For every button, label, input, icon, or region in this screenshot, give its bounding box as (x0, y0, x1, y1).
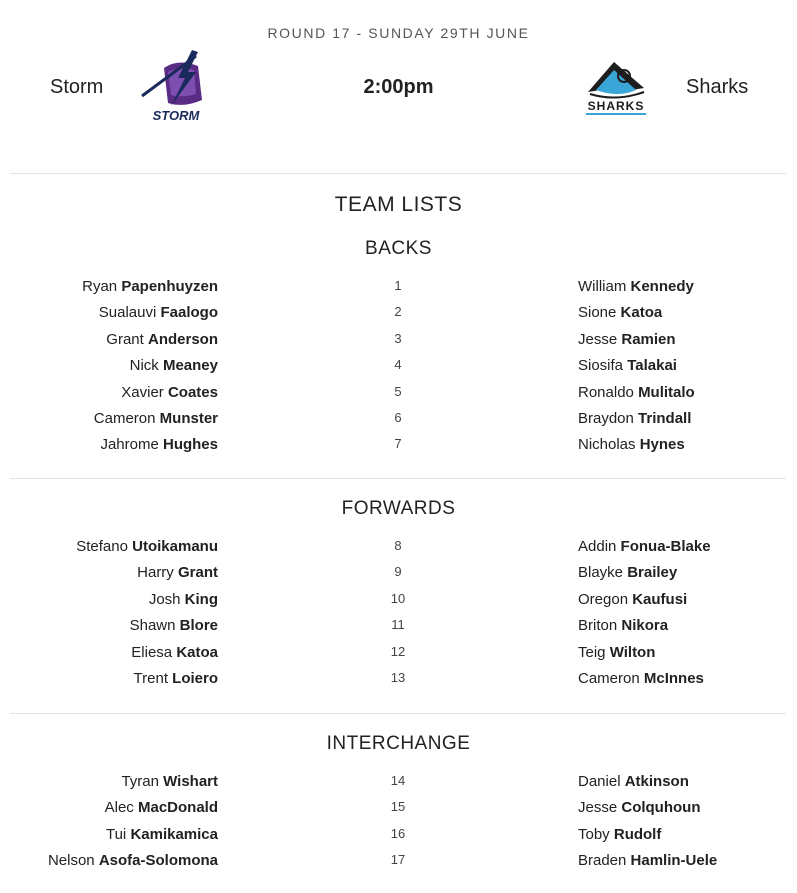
kickoff-time: 2:00pm (363, 76, 434, 98)
forwards-divider (10, 713, 786, 714)
away-player-last-name: Ramien (621, 330, 676, 348)
table-row (0, 799, 797, 819)
home-player-first-name: Eliesa (131, 643, 173, 661)
jersey-number: 5 (394, 383, 402, 399)
section-title-forwards: FORWARDS (341, 498, 456, 519)
away-player-last-name: Mulitalo (638, 383, 695, 401)
backs-divider (10, 478, 786, 479)
away-player-first-name: Toby (578, 825, 610, 843)
home-player[interactable] (94, 410, 218, 427)
away-player-last-name: Nikora (621, 617, 669, 635)
jersey-number: 16 (390, 825, 406, 841)
home-player[interactable] (105, 799, 218, 816)
away-player-first-name: William (578, 278, 627, 295)
away-team-name[interactable]: Sharks (686, 76, 749, 98)
home-player-first-name: Sualauvi (98, 304, 157, 322)
home-player-first-name: Shawn (129, 617, 176, 635)
away-player[interactable] (578, 799, 701, 816)
away-player-first-name: Jesse (578, 799, 618, 817)
home-player-first-name: Tyran (121, 773, 159, 790)
home-player-last-name: Asofa-Solomona (98, 852, 218, 870)
table-row (0, 826, 797, 846)
home-player-last-name: Wishart (163, 773, 218, 790)
away-player[interactable] (578, 436, 685, 453)
home-player-last-name: King (184, 590, 218, 608)
away-player-first-name: Braden (578, 852, 627, 870)
away-player-last-name: Hamlin-Uele (630, 852, 718, 870)
home-player-last-name: Grant (177, 564, 218, 582)
home-player[interactable] (149, 591, 218, 608)
away-player-last-name: Hynes (639, 436, 685, 454)
home-player-first-name: Grant (106, 330, 144, 348)
table-row (0, 564, 797, 584)
jersey-number: 6 (394, 410, 402, 425)
away-player-first-name: Briton (578, 617, 618, 635)
jersey-number: 8 (394, 538, 402, 553)
table-row (0, 410, 797, 430)
team-lists-title: TEAM LISTS (334, 193, 463, 216)
home-player[interactable] (76, 538, 218, 555)
away-player[interactable] (578, 304, 662, 321)
away-player[interactable] (578, 384, 695, 401)
jersey-number: 14 (390, 773, 406, 788)
away-player-first-name: Braydon (578, 410, 634, 427)
away-player-first-name: Nicholas (578, 436, 636, 454)
away-player[interactable] (578, 564, 677, 581)
home-player-first-name: Jahrome (100, 436, 159, 454)
home-player[interactable] (48, 852, 218, 869)
away-player-last-name: Wilton (609, 643, 656, 661)
away-player-first-name: Jesse (578, 330, 618, 348)
table-row (0, 617, 797, 637)
table-row (0, 357, 797, 377)
table-row (0, 591, 797, 611)
home-player-last-name: Hughes (162, 436, 218, 454)
away-player[interactable] (578, 591, 687, 608)
away-player-last-name: Rudolf (613, 825, 662, 843)
away-player-last-name: Fonua-Blake (620, 538, 711, 555)
jersey-number: 10 (390, 590, 406, 606)
home-player[interactable] (121, 384, 218, 401)
home-player[interactable] (121, 773, 218, 790)
away-player[interactable] (578, 538, 711, 555)
away-player-last-name: Brailey (627, 564, 678, 582)
away-player[interactable] (578, 826, 661, 843)
away-player-first-name: Ronaldo (578, 383, 634, 401)
away-player[interactable] (578, 852, 717, 869)
home-player-last-name: Katoa (176, 643, 218, 661)
table-row (0, 436, 797, 456)
table-row (0, 331, 797, 351)
table-row (0, 304, 797, 324)
away-player-first-name: Oregon (578, 590, 629, 608)
section-title-backs: BACKS (365, 238, 432, 259)
away-player[interactable] (578, 410, 691, 427)
home-player-last-name: MacDonald (137, 799, 218, 817)
home-player[interactable] (106, 826, 218, 843)
home-player-last-name: Utoikamanu (132, 538, 218, 555)
away-player-first-name: Cameron (578, 670, 640, 687)
home-player[interactable] (82, 278, 218, 295)
away-player-last-name: Atkinson (624, 773, 689, 790)
jersey-number: 15 (390, 799, 406, 815)
away-player-last-name: Kennedy (630, 278, 694, 295)
home-player-first-name: Xavier (121, 383, 164, 401)
jersey-number: 11 (391, 617, 405, 633)
home-player[interactable] (106, 331, 218, 348)
home-player[interactable] (130, 617, 218, 634)
sharks-logo-icon[interactable] (578, 58, 654, 120)
away-player-first-name: Teig (578, 643, 606, 661)
away-player[interactable] (578, 617, 668, 634)
home-player-first-name: Josh (148, 590, 181, 608)
home-player-first-name: Stefano (76, 538, 128, 555)
home-player-last-name: Coates (167, 383, 218, 401)
away-player-first-name: Daniel (578, 773, 621, 790)
jersey-number: 1 (394, 278, 402, 293)
away-player-first-name: Addin (578, 538, 617, 555)
away-player-last-name: Talakai (627, 357, 677, 375)
home-player[interactable] (99, 304, 218, 321)
jersey-number: 13 (390, 670, 406, 685)
home-player[interactable] (131, 644, 218, 661)
away-player[interactable] (578, 278, 694, 295)
home-player-first-name: Nelson (47, 852, 95, 870)
table-row (0, 670, 797, 690)
section-title-interchange: INTERCHANGE (326, 733, 471, 754)
away-player-last-name: McInnes (643, 670, 704, 687)
away-player-last-name: Katoa (620, 304, 663, 322)
jersey-number: 7 (394, 436, 402, 452)
table-row (0, 773, 797, 793)
header-divider (10, 173, 786, 174)
jersey-number: 9 (394, 564, 402, 580)
home-player[interactable] (137, 564, 218, 581)
home-player-first-name: Trent (133, 670, 168, 687)
away-player[interactable] (578, 644, 655, 661)
away-player-first-name: Blayke (578, 564, 624, 582)
home-player-last-name: Munster (159, 410, 218, 427)
home-player-last-name: Meaney (162, 357, 218, 375)
home-player-first-name: Tui (105, 825, 127, 843)
home-player-last-name: Faalogo (160, 304, 218, 322)
home-player-last-name: Papenhuyzen (121, 278, 218, 295)
home-player-last-name: Kamikamica (130, 825, 218, 843)
table-row (0, 644, 797, 664)
round-label: ROUND 17 - SUNDAY 29TH JUNE (267, 25, 530, 41)
jersey-number: 2 (394, 304, 402, 320)
home-player-first-name: Nick (129, 357, 159, 375)
away-player-last-name: Kaufusi (632, 590, 688, 608)
home-player-first-name: Alec (104, 799, 134, 817)
jersey-number: 12 (390, 643, 406, 659)
jersey-number: 3 (394, 330, 402, 346)
table-row (0, 538, 797, 558)
table-row (0, 852, 797, 872)
table-row (0, 278, 797, 298)
jersey-number: 17 (390, 852, 406, 868)
home-player[interactable] (100, 436, 218, 453)
away-player[interactable] (578, 670, 704, 687)
away-player-first-name: Siosifa (578, 357, 624, 375)
home-player[interactable] (130, 357, 218, 374)
away-player[interactable] (578, 357, 677, 374)
svg-text:SHARKS: SHARKS (587, 99, 645, 113)
home-player-first-name: Harry (137, 564, 174, 582)
home-player-last-name: Anderson (147, 330, 218, 348)
away-player[interactable] (578, 773, 689, 790)
away-player-first-name: Sione (578, 304, 617, 322)
away-player-last-name: Trindall (638, 410, 692, 427)
away-player[interactable] (578, 331, 676, 348)
home-team-name[interactable]: Storm (50, 76, 104, 98)
away-player-last-name: Colquhoun (621, 799, 701, 817)
table-row (0, 384, 797, 404)
home-player-last-name: Loiero (172, 670, 218, 687)
home-player-last-name: Blore (179, 617, 218, 635)
home-player-first-name: Ryan (82, 278, 118, 295)
home-player[interactable] (134, 670, 218, 687)
home-player-first-name: Cameron (93, 410, 156, 427)
jersey-number: 4 (394, 357, 402, 373)
svg-text:STORM: STORM (152, 108, 200, 123)
